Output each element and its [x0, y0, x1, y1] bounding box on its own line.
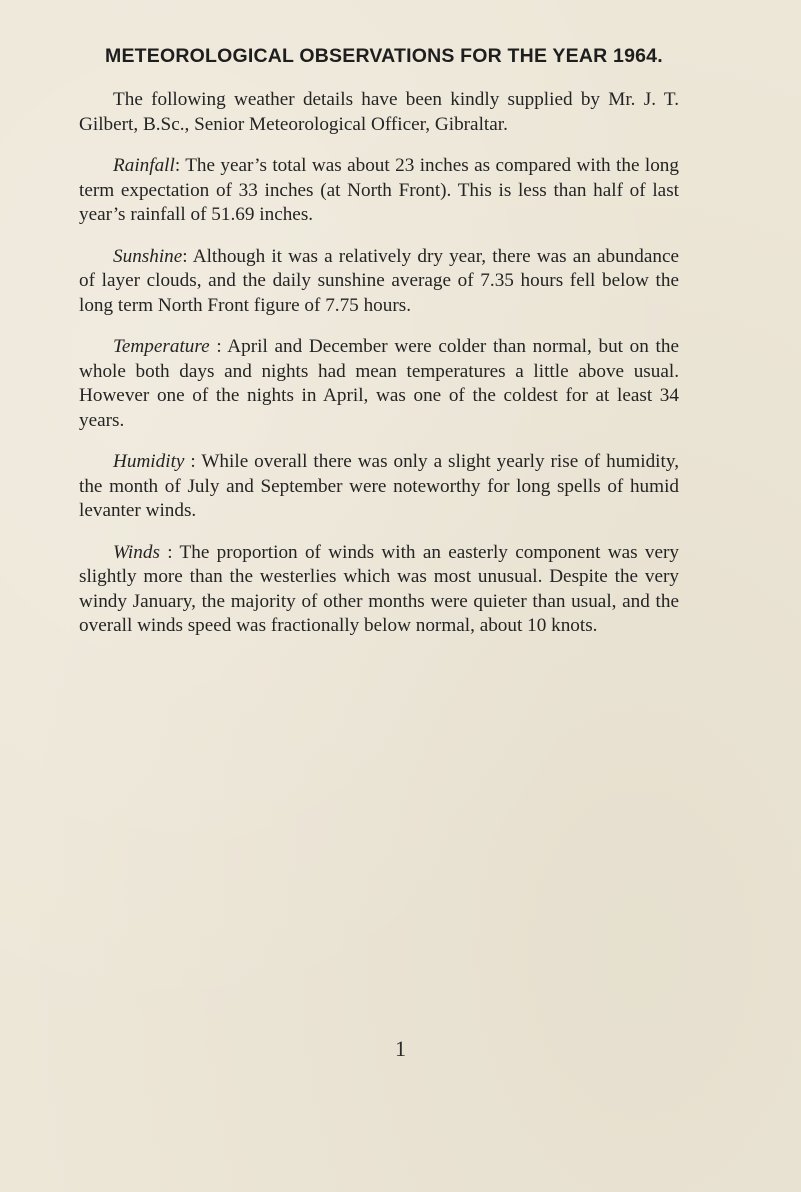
sunshine-text: : Although it was a relatively dry year, there was an abundance of layer clouds, and the daily sunshine average of 7.35 hours fell below the long term North Front figure of 7.75 hours. — [79, 245, 679, 316]
rainfall-label: Rainfall — [113, 155, 175, 176]
humidity-text: : While overall there was only a slight yearly rise of humidity, the month of July and September were noteworthy for long spells of humid levanter winds. — [79, 451, 679, 521]
humidity-label: Humidity — [113, 451, 185, 472]
intro-paragraph: The following weather details have been kindly supplied by Mr. J. T. Gilbert, B.Sc., Senior Meteorological Officer, Gibraltar. — [79, 89, 679, 135]
rainfall-text: : The year’s total was about 23 inches as compared with the long term expectation of 33 inches (at North Front). This is less than half of last year’s rainfall of 51.69 inches. — [79, 155, 679, 225]
humidity-paragraph — [79, 450, 679, 524]
sunshine-label: Sunshine — [113, 245, 183, 267]
winds-text: : The proportion of winds with an easterly component was very slightly more than the westerlies which was most unusual. Despite the very windy January, the majority of other months were quieter than usual, and the overall winds speed was fractionally below normal, about 10 knots. — [79, 541, 679, 636]
winds-paragraph — [79, 541, 679, 639]
winds-label: Winds — [113, 541, 160, 563]
temperature-paragraph — [79, 335, 679, 433]
temperature-text: : April and December were colder than normal, but on the whole both days and nights had mean temperatures a little above usual. However one of the nights in April, was one of the coldest for at least 34 years. — [79, 336, 679, 431]
sunshine-paragraph — [79, 245, 679, 319]
page-title: METEOROLOGICAL OBSERVATIONS FOR THE YEAR 1964. — [105, 45, 663, 67]
page-number: 1 — [395, 1036, 406, 1061]
rainfall-paragraph — [79, 154, 679, 228]
body-text — [79, 88, 679, 656]
temperature-label: Temperature — [113, 336, 210, 357]
